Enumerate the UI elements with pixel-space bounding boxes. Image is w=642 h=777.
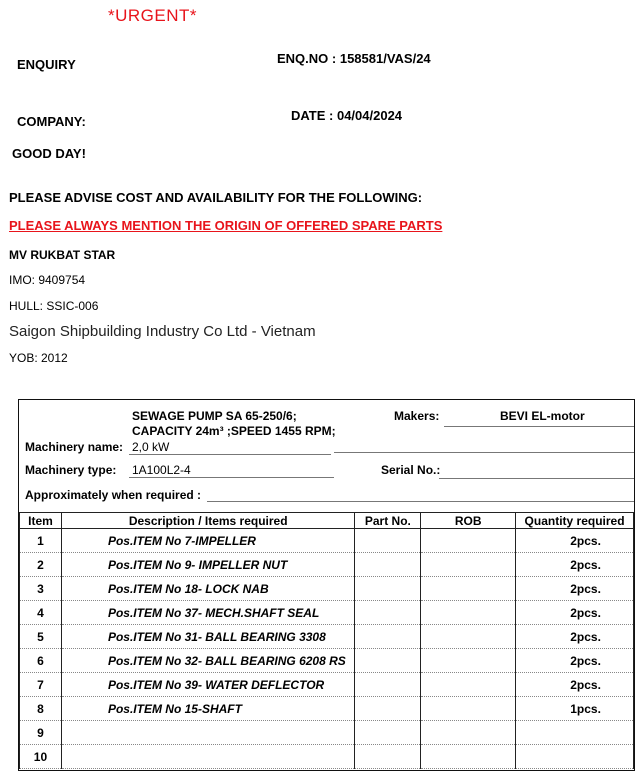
item-part-no	[355, 721, 421, 745]
item-part-no	[355, 697, 421, 721]
item-rob	[421, 721, 516, 745]
table-row	[20, 625, 634, 649]
items-table	[19, 512, 634, 769]
makers-value: BEVI EL-motor	[500, 409, 585, 423]
shipyard: Saigon Shipbuilding Industry Co Ltd - Vietnam	[9, 323, 316, 340]
advise-instruction: PLEASE ADVISE COST AND AVAILABILITY FOR THE FOLLOWING:	[9, 190, 423, 205]
item-description: Pos.ITEM No 39- WATER DEFLECTOR	[61, 673, 355, 697]
item-description	[61, 745, 355, 769]
hull-number: HULL: SSIC-006	[9, 299, 99, 313]
makers-line	[444, 426, 634, 427]
item-quantity	[516, 745, 634, 769]
machinery-type-label: Machinery type:	[25, 463, 117, 477]
imo-number: IMO: 9409754	[9, 273, 86, 287]
item-part-no	[355, 649, 421, 673]
item-description: Pos.ITEM No 31- BALL BEARING 3308	[61, 625, 355, 649]
urgent-label: *URGENT*	[108, 6, 198, 25]
item-quantity: 2pcs.	[516, 625, 634, 649]
table-row	[20, 721, 634, 745]
item-rob	[421, 625, 516, 649]
serial-number-label: Serial No.:	[381, 463, 441, 477]
item-quantity: 2pcs.	[516, 649, 634, 673]
enquiry-number: ENQ.NO : 158581/VAS/24	[277, 51, 431, 66]
item-number: 1	[20, 529, 62, 553]
greeting: GOOD DAY!	[12, 146, 86, 161]
item-rob	[421, 649, 516, 673]
col-part-no: Part No.	[355, 513, 421, 529]
item-quantity: 2pcs.	[516, 673, 634, 697]
item-description: Pos.ITEM No 15-SHAFT	[61, 697, 355, 721]
item-quantity: 2pcs.	[516, 601, 634, 625]
item-quantity	[516, 721, 634, 745]
vessel-name: MV RUKBAT STAR	[9, 248, 116, 262]
requisition-form	[18, 399, 635, 771]
items-header-row	[20, 513, 634, 529]
item-rob	[421, 601, 516, 625]
machinery-name-line	[129, 454, 331, 455]
item-part-no	[355, 601, 421, 625]
item-quantity: 2pcs.	[516, 553, 634, 577]
item-quantity: 2pcs.	[516, 529, 634, 553]
table-row	[20, 601, 634, 625]
machinery-name-value-1: SEWAGE PUMP SA 65-250/6;	[132, 409, 297, 423]
item-quantity: 2pcs.	[516, 577, 634, 601]
serial-number-line	[439, 478, 634, 479]
makers-line-2	[334, 452, 634, 453]
makers-label: Makers:	[394, 409, 440, 423]
item-number: 3	[20, 577, 62, 601]
item-part-no	[355, 553, 421, 577]
item-description	[61, 721, 355, 745]
item-part-no	[355, 577, 421, 601]
item-number: 2	[20, 553, 62, 577]
machinery-name-value-2: CAPACITY 24m³ ;SPEED 1455 RPM;	[132, 424, 336, 438]
item-rob	[421, 673, 516, 697]
origin-note: PLEASE ALWAYS MENTION THE ORIGIN OF OFFERED SPARE PARTS	[9, 218, 443, 233]
item-part-no	[355, 529, 421, 553]
table-row	[20, 577, 634, 601]
table-row	[20, 649, 634, 673]
item-number: 6	[20, 649, 62, 673]
item-description: Pos.ITEM No 32- BALL BEARING 6208 RS	[61, 649, 355, 673]
enquiry-date: DATE : 04/04/2024	[291, 108, 403, 123]
table-row	[20, 745, 634, 769]
item-description: Pos.ITEM No 7-IMPELLER	[61, 529, 355, 553]
company-label: COMPANY:	[17, 114, 86, 129]
item-number: 8	[20, 697, 62, 721]
item-number: 7	[20, 673, 62, 697]
item-rob	[421, 697, 516, 721]
year-of-build: YOB: 2012	[9, 351, 68, 365]
table-row	[20, 697, 634, 721]
col-item: Item	[20, 513, 62, 529]
item-rob	[421, 577, 516, 601]
item-part-no	[355, 745, 421, 769]
approx-required-label: Approximately when required :	[25, 488, 202, 502]
col-quantity: Quantity required	[516, 513, 634, 529]
machinery-name-label: Machinery name:	[25, 440, 124, 454]
col-description: Description / Items required	[61, 513, 355, 529]
machinery-name-value-3: 2,0 kW	[132, 440, 170, 454]
item-rob	[421, 745, 516, 769]
item-description: Pos.ITEM No 18- LOCK NAB	[61, 577, 355, 601]
item-description: Pos.ITEM No 9- IMPELLER NUT	[61, 553, 355, 577]
machinery-type-line	[129, 477, 334, 478]
item-number: 5	[20, 625, 62, 649]
item-part-no	[355, 625, 421, 649]
table-row	[20, 673, 634, 697]
item-number: 9	[20, 721, 62, 745]
machinery-type-value: 1A100L2-4	[132, 463, 191, 477]
enquiry-label: ENQUIRY	[17, 57, 76, 72]
item-rob	[421, 553, 516, 577]
item-quantity: 1pcs.	[516, 697, 634, 721]
item-rob	[421, 529, 516, 553]
item-part-no	[355, 673, 421, 697]
approx-required-line	[207, 501, 634, 502]
item-number: 10	[20, 745, 62, 769]
item-description: Pos.ITEM No 37- MECH.SHAFT SEAL	[61, 601, 355, 625]
table-row	[20, 529, 634, 553]
col-rob: ROB	[421, 513, 516, 529]
item-number: 4	[20, 601, 62, 625]
table-row	[20, 553, 634, 577]
